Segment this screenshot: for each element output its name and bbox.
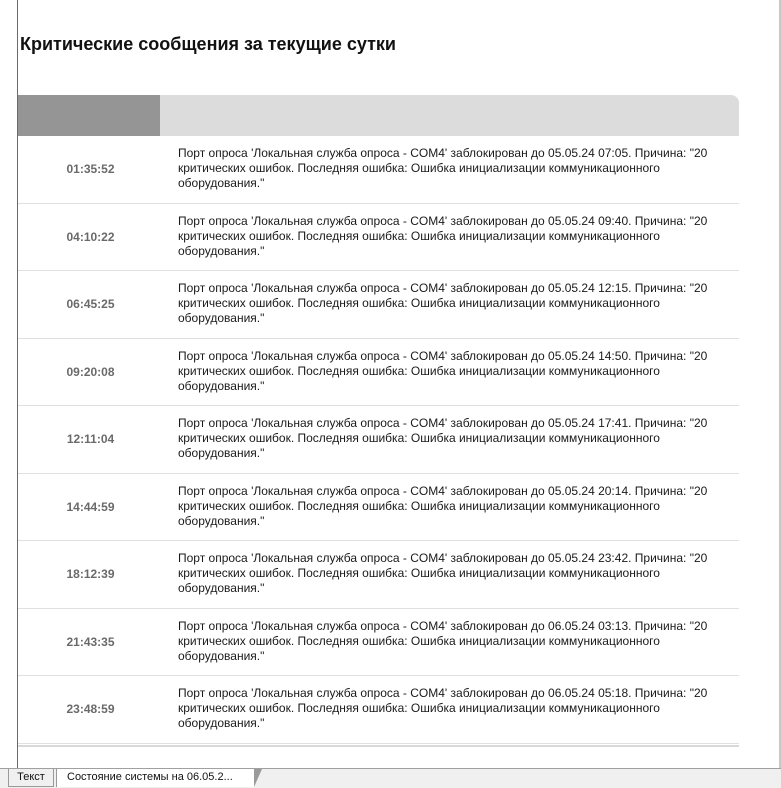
table-header [18, 95, 739, 136]
message-time: 04:10:22 [66, 229, 115, 244]
message-text: Порт опроса 'Локальная служба опроса - COM4' заблокирован до 05.05.24 20:14. Причина: "20 критических ошибок. Последняя ошибка: Ошибка инициализации коммуникационного оборудования." [178, 483, 708, 528]
message-time: 23:48:59 [66, 702, 115, 717]
message-text: Порт опроса 'Локальная служба опроса - COM4' заблокирован до 05.05.24 07:05. Причина: "20 критических ошибок. Последняя ошибка: Ошибка инициализации коммуникационного оборудования." [178, 146, 708, 190]
messages-table [18, 136, 739, 744]
page-title: Критические сообщения за текущие сутки [20, 34, 396, 54]
table-header-time-column [18, 95, 160, 136]
message-row [18, 474, 739, 542]
message-time: 06:45:25 [66, 297, 115, 312]
message-time: 21:43:35 [66, 634, 115, 649]
message-time: 14:44:59 [66, 499, 115, 514]
message-row [18, 609, 739, 677]
document-tab-bar [0, 768, 781, 788]
message-row [18, 676, 739, 744]
table-bottom-border [18, 745, 739, 747]
message-row [18, 136, 739, 204]
message-text: Порт опроса 'Локальная служба опроса - COM4' заблокирован до 05.05.24 14:50. Причина: "20 критических ошибок. Последняя ошибка: Ошибка инициализации коммуникационного оборудования." [178, 348, 708, 393]
message-row [18, 541, 739, 609]
message-text: Порт опроса 'Локальная служба опроса - COM4' заблокирован до 05.05.24 12:15. Причина: "20 критических ошибок. Последняя ошибка: Ошибка инициализации коммуникационного оборудования." [178, 281, 708, 325]
tab-system-state[interactable]: Состояние системы на 06.05.2... [56, 769, 254, 787]
message-time: 09:20:08 [66, 364, 115, 379]
message-row [18, 271, 739, 339]
message-time: 12:11:04 [66, 432, 115, 447]
message-text: Порт опроса 'Локальная служба опроса - COM4' заблокирован до 06.05.24 05:18. Причина: "20 критических ошибок. Последняя ошибка: Ошибка инициализации коммуникационного оборудования." [178, 686, 708, 730]
tab-text[interactable]: Текст [8, 769, 54, 787]
message-text: Порт опроса 'Локальная служба опроса - COM4' заблокирован до 06.05.24 03:13. Причина: "20 критических ошибок. Последняя ошибка: Ошибка инициализации коммуникационного оборудования." [178, 618, 708, 663]
message-row [18, 339, 739, 407]
message-text: Порт опроса 'Локальная служба опроса - COM4' заблокирован до 05.05.24 09:40. Причина: "20 критических ошибок. Последняя ошибка: Ошибка инициализации коммуникационного оборудования." [178, 213, 708, 258]
message-text: Порт опроса 'Локальная служба опроса - COM4' заблокирован до 05.05.24 23:42. Причина: "20 критических ошибок. Последняя ошибка: Ошибка инициализации коммуникационного оборудования." [178, 551, 708, 595]
message-time: 01:35:52 [66, 162, 115, 177]
message-row [18, 204, 739, 272]
message-row [18, 406, 739, 474]
message-time: 18:12:39 [66, 567, 115, 582]
message-text: Порт опроса 'Локальная служба опроса - COM4' заблокирован до 05.05.24 17:41. Причина: "20 критических ошибок. Последняя ошибка: Ошибка инициализации коммуникационного оборудования." [178, 416, 708, 460]
